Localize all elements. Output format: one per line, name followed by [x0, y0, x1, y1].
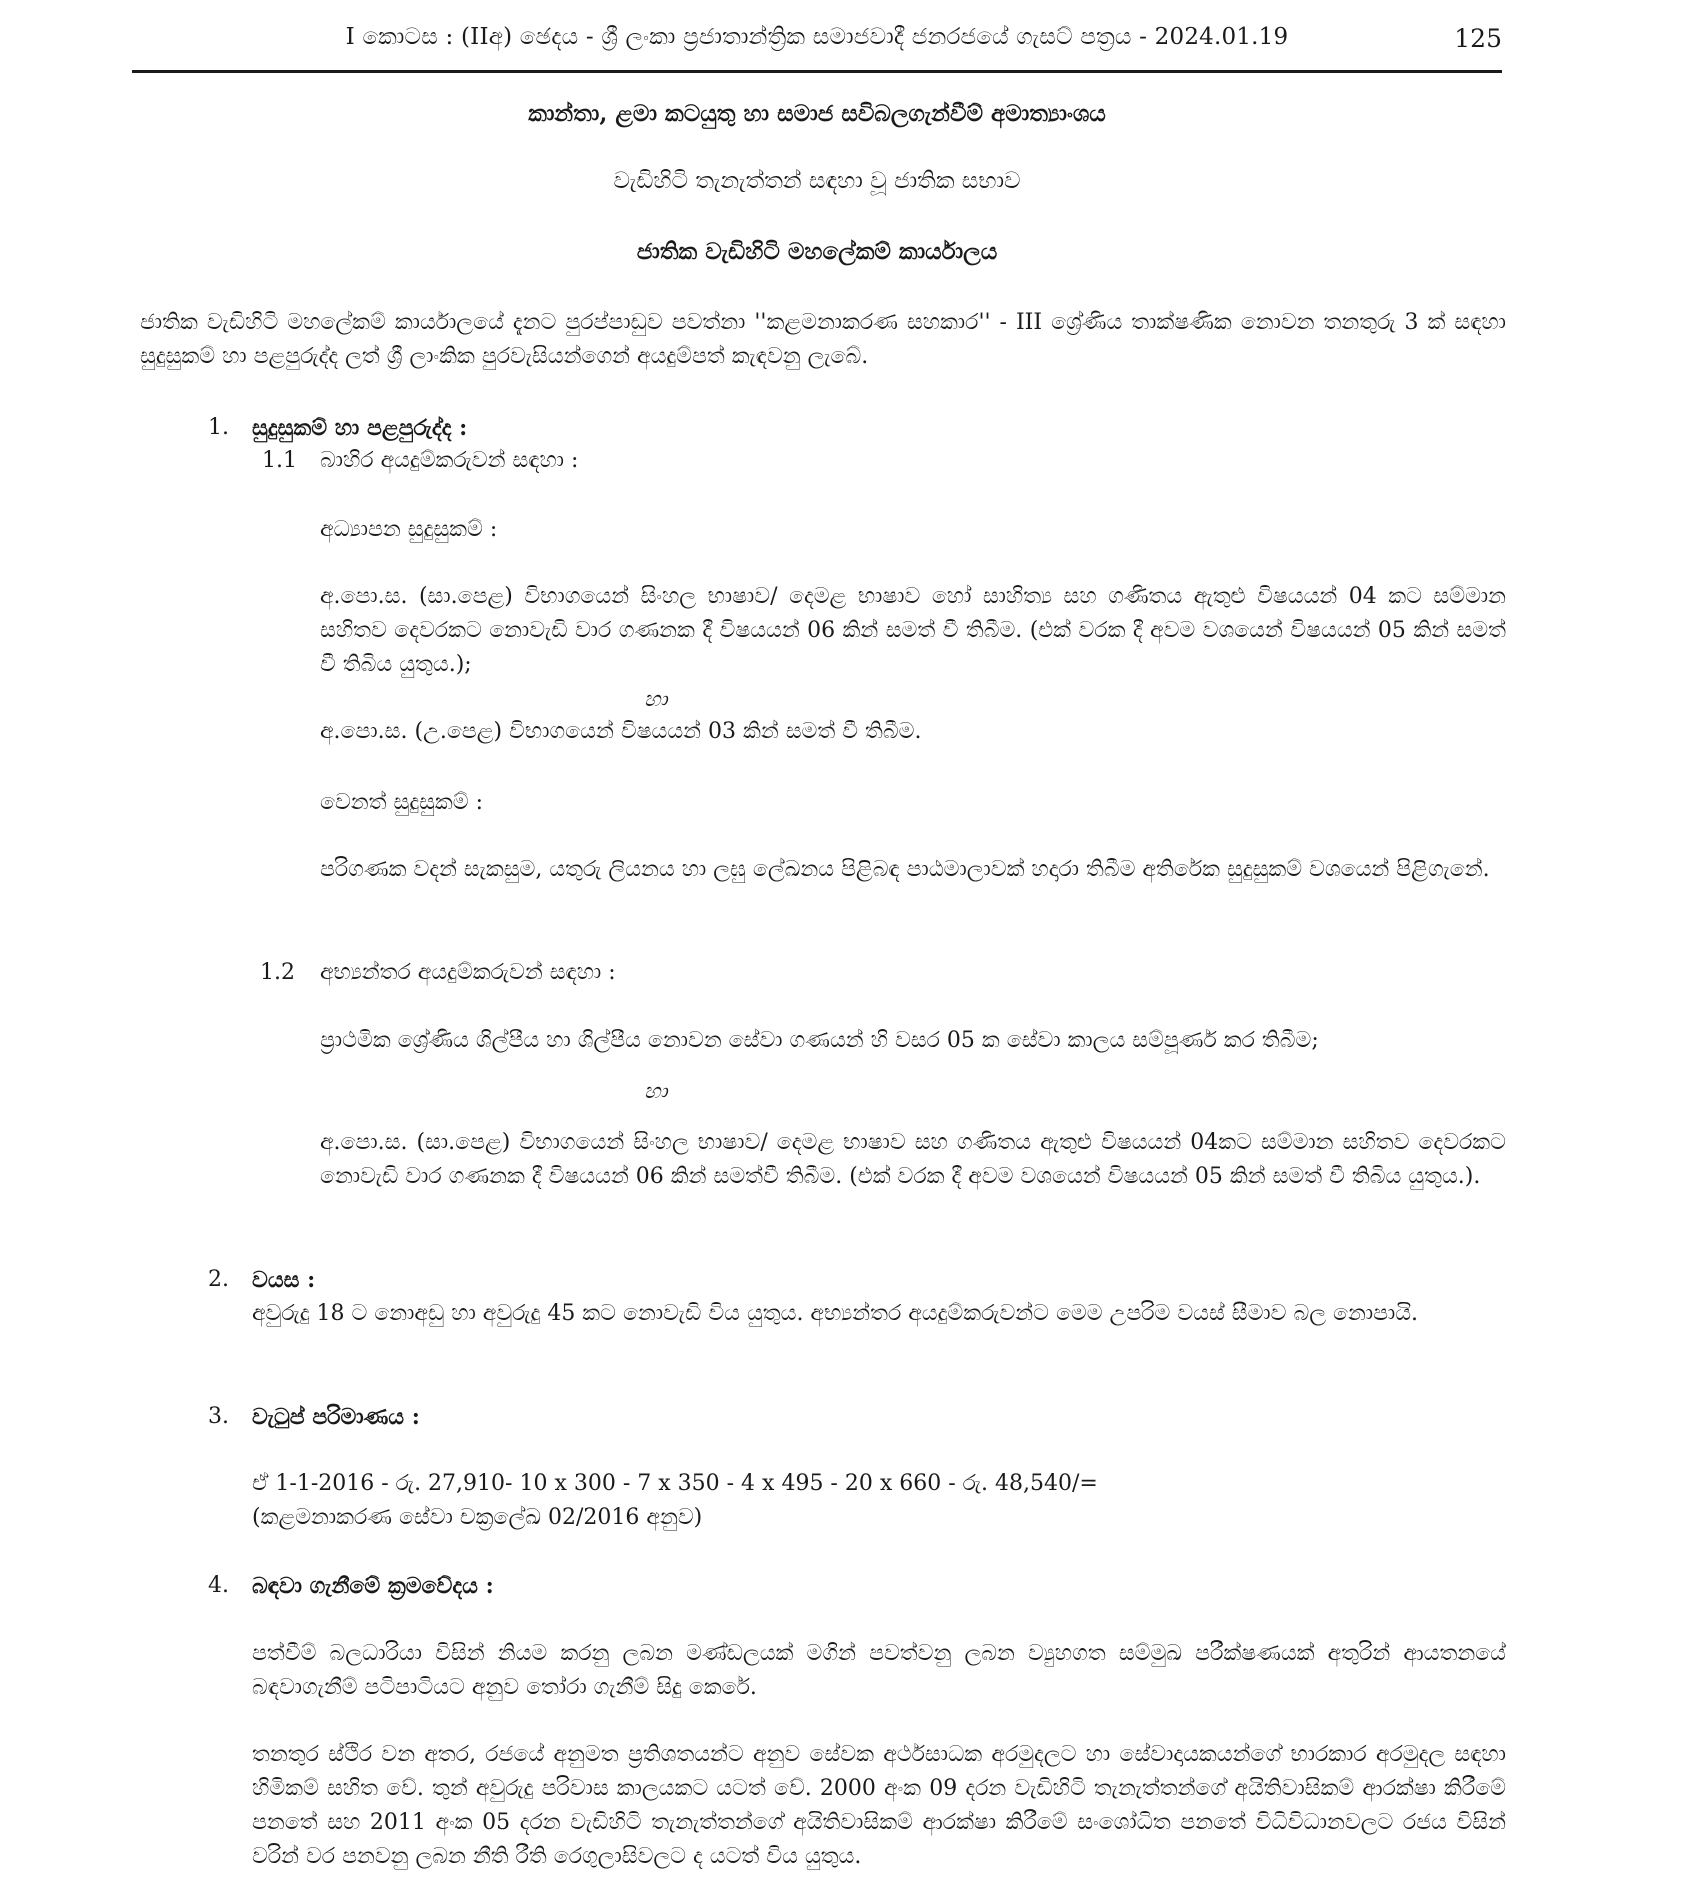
- and-connector-1: හා: [644, 687, 668, 711]
- terms-of-service-text: තනතුර ස්ථිර වන අතර, රජයේ අනුමත ප්‍රතිශතයන්ට අනුව සේවක අර්ථසාධක අරමුදලට හා සේවාදායකයන්ගේ භාරකාර අරමුදල සඳහා හිමිකම් සහිත වේ. තුන් අවුරුදු පරිවාස කාලයකට යටත් වේ. 2000 අංක 09 දරන වැඩිහිටි තැනැත්තන්ගේ අයිතිවාසිකම් ආරක්ෂා කිරීමේ පනතේ සහ 2011 අංක 05 දරන වැඩිහිටි තැනැත්තන්ගේ අයිතිවාසිකම් ආරක්ෂා කිරීමේ සංශෝධිත පනතේ විධිවිධානවලට රජය විසින් වරින් වර පනවනු ලබන නීති රීති රෙගුලාසිවලට ද යටත් විය යුතුය.: [252, 1742, 1506, 1869]
- section-1-2-title: අභ්‍යන්තර අයදුම්කරුවන් සඳහා :: [320, 960, 616, 985]
- other-qualifications-title: වෙනත් සුදුසුකම් :: [320, 790, 484, 815]
- section-1-1-title: බාහිර අයදුම්කරුවන් සඳහා :: [320, 448, 579, 473]
- internal-ol-requirement: අ.පො.ස. (සා.පෙළ) විභාගයෙන් සිංහල භාෂාව/ දෙමළ භාෂාව සහ ගණිතය ඇතුළු විෂයයන් 04කට සම්මාන සහිතව දෙවරකට නොවැඩි වාර ගණනක දී විෂයයන් 06 කින් සමත්වී තිබීම. (එක් වරක දී අවම වශයෙන් විෂයයන් 05 කින් සමත් වී තිබිය යුතුය.).: [320, 1130, 1506, 1189]
- section-4-number: 4.: [208, 1573, 229, 1598]
- ministry-title: කාන්තා, ළමා කටයුතු හා සමාජ සවිබලගැන්වීම් අමාත්‍යාංශය: [528, 100, 1106, 127]
- section-3-number: 3.: [208, 1404, 229, 1429]
- ol-requirement: අ.පො.ස. (සා.පෙළ) විභාගයෙන් සිංහල භාෂාව/ දෙමළ භාෂාව හෝ සාහිත්‍ය සහ ගණිතය ඇතුළු විෂයයන් 04 කට සම්මාන සහිතව දෙවරකට නොවැඩි වාර ගණනක දී විෂයයන් 06 කින් සමත් වී තිබීම. (එක් වරක දී අවම වශයෙන් විෂයයන් 05 කින් සමත් වී තිබිය යුතුය.);: [320, 584, 1506, 677]
- other-qualifications-text: පරිගණක වදන් සැකසුම, යතුරු ලියනය හා ලඝු ලේඛනය පිළිබඳ පාඨමාලාවක් හදාරා තිබීම අතිරේක සුදුසුකම් වශයෙන් පිළිගැනේ.: [320, 857, 1490, 882]
- al-requirement: අ.පො.ස. (උ.පෙළ) විභාගයෙන් විෂයයන් 03 කින් සමත් වී තිබීම.: [320, 719, 922, 744]
- section-2-title: වයස :: [252, 1267, 316, 1293]
- council-title: වැඩිහිටි තැනැත්තන් සඳහා වූ ජාතික සභාව: [613, 168, 1021, 194]
- intro-paragraph: ජාතික වැඩිහිටි මහලේකම් කාර්යාලයේ දැනට පුරප්පාඩුව පවත්නා ''කළමනාකරණ සහකාර'' - III ශ්‍රේණිය තාක්ෂණික නොවන තනතුරු 3 ක් සඳහා සුදුසුකම් හා පළපුරුද්ද ලත් ශ්‍රී ලාංකික පුරවැසියන්ගෙන් අයදුම්පත් කැඳවනු ලැබේ.: [140, 310, 1506, 369]
- header-title: I කොටස : (IIඅ) ඡෙදය - ශ්‍රී ලංකා ප්‍රජාතාන්ත්‍රික සමාජවාදී ජනරජයේ ගැසට් පත්‍රය - 2024.01.19: [345, 24, 1289, 50]
- and-connector-2: හා: [644, 1079, 668, 1103]
- section-3-title: වැටුප් පරිමාණය :: [252, 1404, 420, 1430]
- section-1-number: 1.: [208, 415, 229, 440]
- secretariat-title: ජාතික වැඩිහිටි මහලේකම් කාර්යාලය: [636, 238, 998, 265]
- salary-scale: ඒ 1-1-2016 - රු. 27,910- 10 x 300 - 7 x 350 - 4 x 495 - 20 x 660 - රු. 48,540/=: [252, 1471, 1098, 1496]
- section-1-1-number: 1.1: [262, 448, 297, 473]
- section-4-title: බඳවා ගැනීමේ ක්‍රමවේදය :: [252, 1573, 494, 1599]
- header-divider: [132, 70, 1502, 73]
- section-1-2-number: 1.2: [260, 960, 295, 985]
- page-number: 125: [1454, 24, 1502, 53]
- section-2-number: 2.: [208, 1267, 229, 1292]
- internal-service-requirement: ප්‍රාථමික ශ්‍රේණිය ශිල්පීය හා ශිල්පීය නොවන සේවා ගණයන් හි වසර 05 ක සේවා කාලය සම්පූර්ණ කර තිබීම;: [320, 1028, 1319, 1053]
- section-1-title: සුදුසුකම් හා පළපුරුද්ද :: [252, 415, 468, 441]
- age-requirement: අවුරුදු 18 ට නොඅඩු හා අවුරුදු 45 කට නොවැඩි විය යුතුය. අභ්‍යන්තර අයදුම්කරුවන්ට මෙම උපරිම වයස් සීමාව බල නොපායි.: [252, 1301, 1419, 1326]
- education-qualifications-title: අධ්‍යාපන සුදුසුකම් :: [320, 517, 498, 542]
- recruitment-method-text: පත්වීම් බලධාරියා විසින් නියම කරනු ලබන මණ්ඩලයක් මගින් පවත්වනු ලබන ව්‍යුහගත සම්මුඛ පරීක්ෂණයක් අතුරින් ආයතනයේ බඳවාගැනීම් පටිපාටියට අනුව තෝරා ගැනීම් සිදු කෙරේ.: [252, 1641, 1506, 1700]
- page-header: [132, 22, 1502, 70]
- salary-note: (කළමනාකරණ සේවා චක්‍රලේඛ 02/2016 අනුව): [252, 1505, 703, 1530]
